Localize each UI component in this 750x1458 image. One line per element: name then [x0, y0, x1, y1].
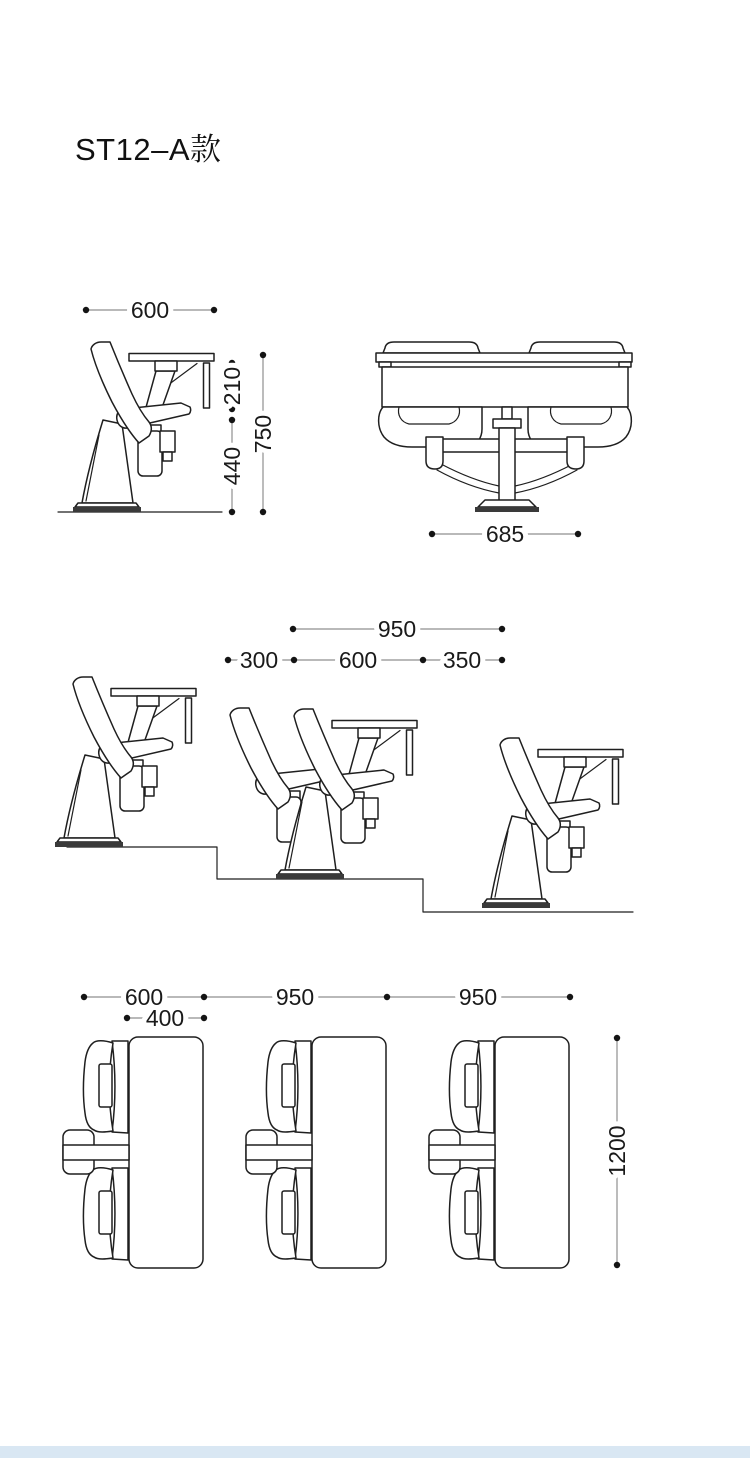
beam-bracket-left [426, 437, 443, 469]
dim-dot [291, 657, 297, 663]
dim-dot [229, 406, 235, 412]
dim-dot [260, 352, 266, 358]
plan-unit-1 [63, 1037, 203, 1268]
dim-dot [211, 307, 217, 313]
dim-row-pitch-950 [290, 616, 505, 642]
dim-dot [83, 307, 89, 313]
front-view [376, 342, 632, 547]
dim-label-600-plan: 600 [124, 984, 164, 1010]
dim-dot [575, 531, 581, 537]
column-tab [502, 407, 512, 419]
side-view [58, 297, 276, 515]
dim-dot [567, 994, 573, 1000]
foot-base-front [475, 507, 539, 512]
dim-dot [614, 1035, 620, 1041]
dim-dot [384, 994, 390, 1000]
dim-dot [290, 626, 296, 632]
page-title: ST12–A款 [75, 132, 222, 167]
dim-dot [420, 657, 426, 663]
dim-dot [229, 509, 235, 515]
dim-dot [201, 1015, 207, 1021]
dim-dot [229, 360, 235, 366]
dim-dot [499, 657, 505, 663]
dim-dot [229, 417, 235, 423]
dim-label-350: 350 [442, 647, 482, 673]
support-arm-left [441, 464, 499, 486]
dim-label-950-a: 950 [275, 984, 315, 1010]
support-arm-right [515, 464, 573, 486]
column-collar [493, 419, 521, 428]
desk-top-front [376, 353, 632, 362]
dim-label-440: 440 [219, 446, 245, 486]
dim-row-chain [225, 647, 505, 673]
plan-unit-3 [429, 1037, 569, 1268]
dim-label-400: 400 [145, 1005, 185, 1031]
seat-cushion-left [383, 342, 480, 353]
dim-dot [225, 657, 231, 663]
dim-label-600-row: 600 [338, 647, 378, 673]
dim-desk-drop-210 [219, 360, 245, 412]
row-chair-3 [482, 738, 623, 908]
plan-unit-2 [246, 1037, 386, 1268]
dim-dot [614, 1262, 620, 1268]
seat-cushion-right [529, 342, 625, 353]
dim-dot [429, 531, 435, 537]
row-chair-1 [55, 677, 196, 847]
dim-dot [201, 994, 207, 1000]
stepped-rows-view [55, 616, 633, 912]
dim-label-300: 300 [239, 647, 279, 673]
dim-width-600 [83, 297, 217, 323]
dim-dot [81, 994, 87, 1000]
dim-label-950: 950 [377, 616, 417, 642]
dim-desk-length-1200 [604, 1035, 630, 1268]
bottom-strip [0, 1446, 750, 1458]
dim-label-950-b: 950 [458, 984, 498, 1010]
pedestal-column [499, 428, 515, 506]
support-arm-left-lower [437, 470, 499, 493]
support-arm-right-lower [515, 470, 577, 493]
dim-label-750: 750 [250, 414, 276, 454]
dim-dot [499, 626, 505, 632]
foot-plate-front [478, 500, 536, 507]
dim-overall-height-750 [250, 352, 276, 515]
dim-label-210: 210 [219, 366, 245, 406]
dim-label-1200: 1200 [604, 1125, 630, 1177]
dim-label-600: 600 [130, 297, 170, 323]
chair-with-desk [73, 342, 214, 512]
dim-label-685: 685 [485, 521, 525, 547]
plan-view [63, 984, 630, 1268]
dim-dot [124, 1015, 130, 1021]
dim-base-685 [429, 521, 581, 547]
modesty-panel [382, 367, 628, 407]
beam-bracket-right [567, 437, 584, 469]
dim-seat-height-440 [219, 417, 245, 515]
dim-dot [260, 509, 266, 515]
